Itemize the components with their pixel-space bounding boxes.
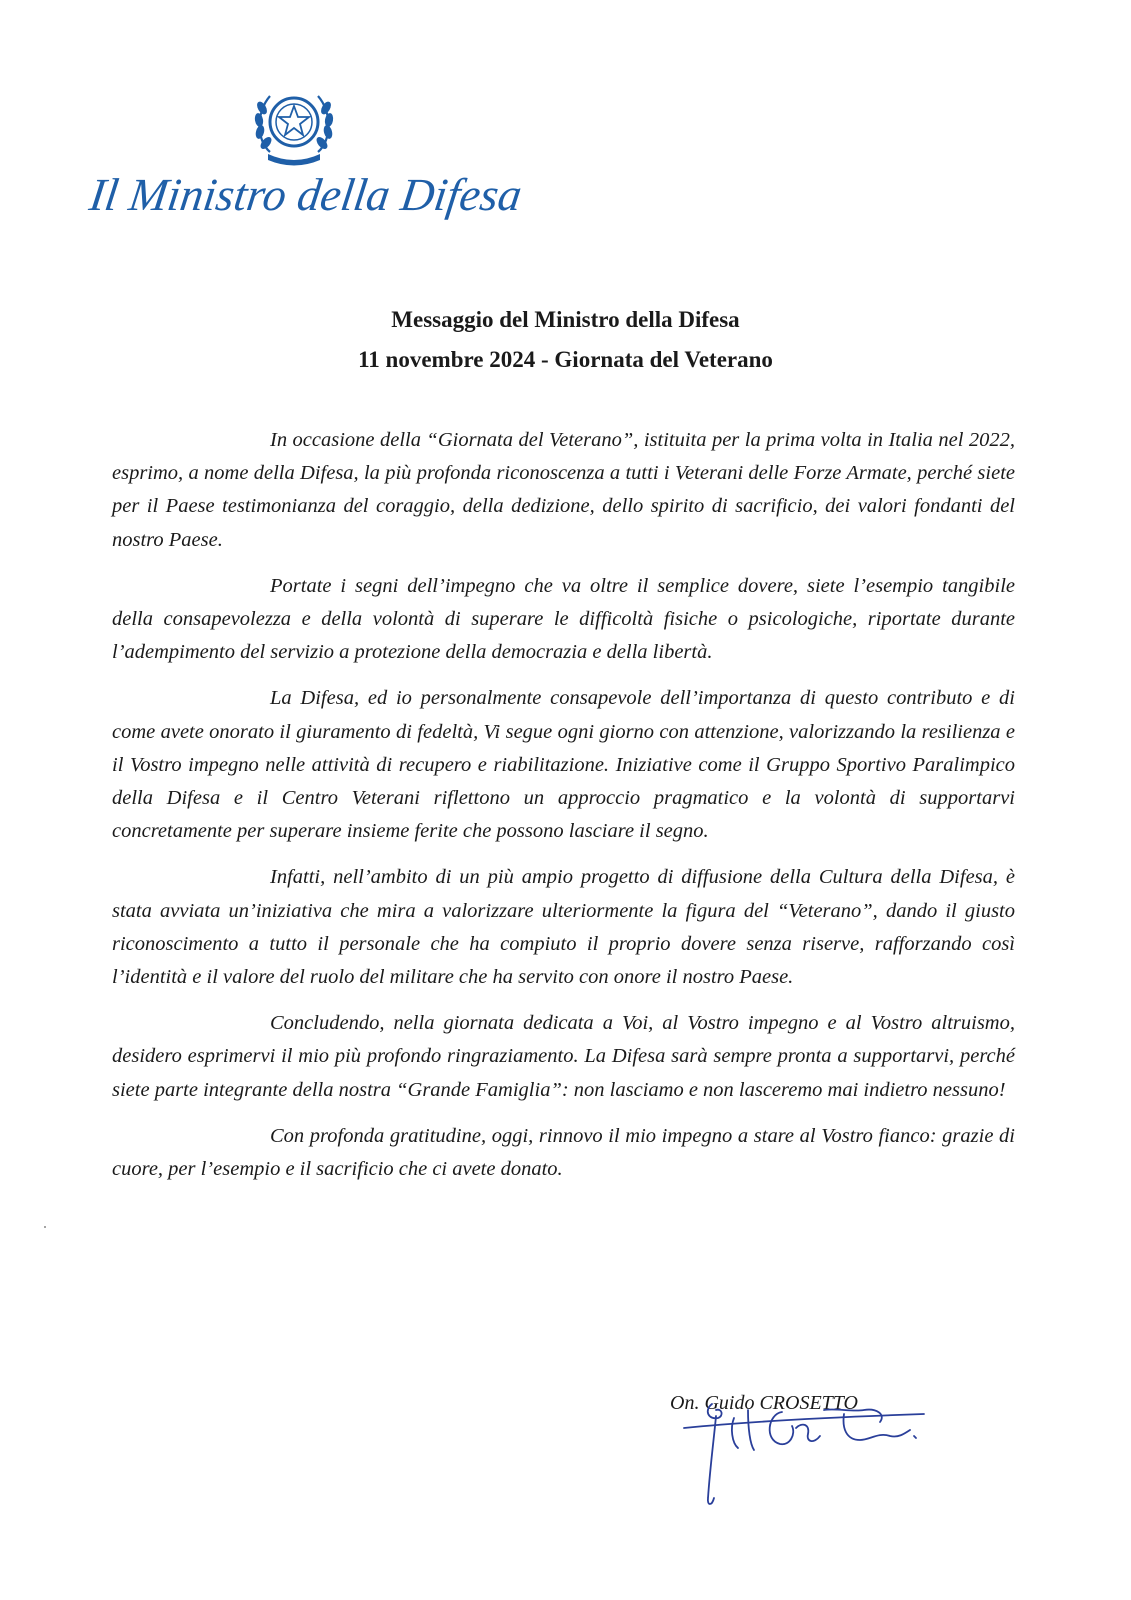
ministry-title: Il Ministro della Difesa (86, 169, 526, 220)
paragraph: Con profonda gratitudine, oggi, rinnovo il mio impegno a stare al Vostro fianco: grazie di cuore, per l’esempio e il sacrificio che ci avete donato. (112, 1124, 1015, 1181)
paragraph: La Difesa, ed io personalmente consapevole dell’importanza di questo contributo e di come avete onorato il giuramento di fedeltà, Vi segue ogni giorno con attenzione, valorizzando la resilienza e il Vostro impegno nelle attività di recupero e riabilitazione. Iniziative come il Gruppo Sportivo Paralimpico della Difesa e il Centro Veterani riflettono un approccio pragmatico e la volontà di supportarvi concretamente per superare insieme ferite che possono lasciare il segno. (112, 687, 1015, 843)
paragraph: Portate i segni dell’impegno che va oltre il semplice dovere, siete l’esempio tangibile della consapevolezza e della volontà di superare le difficoltà fisiche o psicologiche, riportate durante l’adempimento del servizio a protezione della democrazia e della libertà. (112, 574, 1015, 664)
page-title: Messaggio del Ministro della Difesa (391, 307, 740, 332)
paragraph: Infatti, nell’ambito di un più ampio progetto di diffusione della Cultura della Difesa, è stata avviata un’iniziativa che mira a valorizzare ulteriormente la figura del “Veterano”, dando il giusto riconoscimento a tutto il personale che ha compiuto il proprio dovere senza riserve, rafforzando così l’identità e il valore del ruolo del militare che ha servito con onore il nostro Paese. (112, 866, 1015, 989)
paragraph: In occasione della “Giornata del Veterano”, istituita per la prima volta in Italia nel 2022, esprimo, a nome della Difesa, la più profonda riconoscenza a tutti i Veterani delle Forze Armate, perché siete per il Paese testimonianza del coraggio, della dedizione, dello spirito di sacrificio, dei valori fondanti del nostro Paese. (112, 429, 1015, 551)
scan-speck (44, 1226, 46, 1228)
signature-block (664, 1388, 964, 1518)
message-body (112, 424, 1015, 1199)
paragraph: Concludendo, nella giornata dedicata a Voi, al Vostro impegno e al Vostro altruismo, desidero esprimervi il mio più profondo ringraziamento. La Difesa sarà sempre pronta a supportarvi, perché siete parte integrante della nostra “Grande Famiglia”: non lasciamo e non lasceremo mai indietro nessuno! (112, 1012, 1015, 1101)
italian-republic-emblem-icon (248, 78, 340, 170)
handwritten-signature-icon (664, 1388, 964, 1518)
page-subtitle: 11 novembre 2024 - Giornata del Veterano (358, 347, 773, 372)
signatory-name: On. Guido CROSETTO (670, 1392, 858, 1414)
